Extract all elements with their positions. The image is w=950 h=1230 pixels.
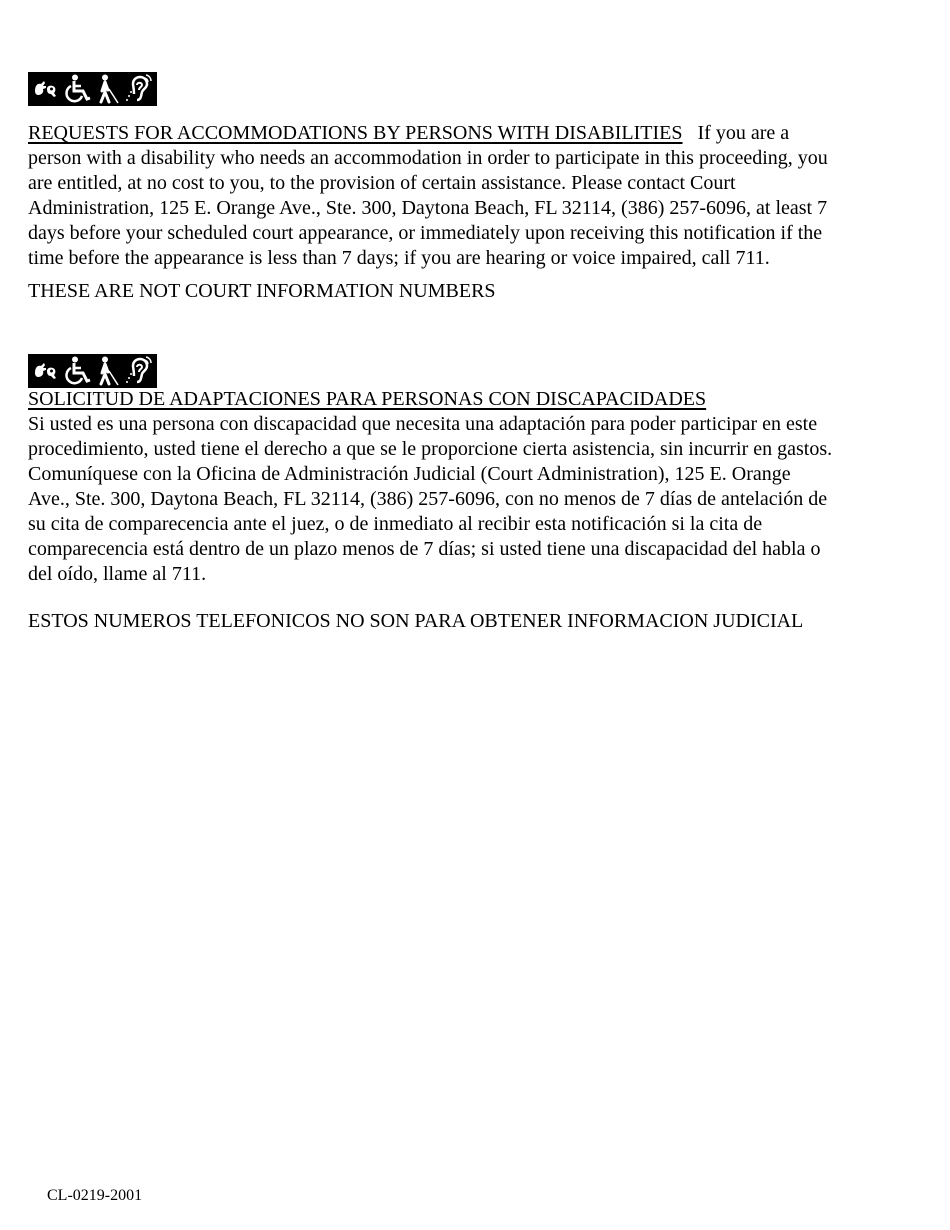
paragraph-line: su cita de comparecencia ante el juez, o de inmediato al recibir esta notificación si la cita de bbox=[28, 513, 763, 535]
sign-language-icon bbox=[32, 357, 60, 385]
paragraph-line: person with a disability who needs an accommodation in order to participate in this proceeding, you bbox=[28, 147, 828, 169]
blind-cane-icon bbox=[95, 74, 121, 104]
accessibility-icons-en bbox=[28, 72, 157, 106]
blind-cane-icon bbox=[95, 356, 121, 386]
paragraph-line: Comuníquese con la Oficina de Administración Judicial (Court Administration), 125 E. Orange bbox=[28, 463, 791, 485]
english-not-info-notice: THESE ARE NOT COURT INFORMATION NUMBERS bbox=[28, 280, 496, 302]
form-code: CL-0219-2001 bbox=[47, 1187, 143, 1204]
paragraph-line: comparecencia está dentro de un plazo menos de 7 días; si usted tiene una discapacidad del habla o bbox=[28, 538, 821, 560]
spanish-heading: SOLICITUD DE ADAPTACIONES PARA PERSONAS CON DISCAPACIDADES bbox=[28, 388, 707, 410]
paragraph-line: Administration, 125 E. Orange Ave., Ste. 300, Daytona Beach, FL 32114, (386) 257-6096, at least 7 bbox=[28, 197, 828, 219]
sign-language-icon bbox=[32, 75, 60, 103]
wheelchair-icon bbox=[64, 74, 92, 104]
accommodations-notice-english: REQUESTS FOR ACCOMMODATIONS BY PERSONS WITH DISABILITIES If you are a person with a disability who needs an accommodation in order to participate in this proceeding, you are entitled, at no cost to you, to the provision of certain assistance. Please contact Court Administration, 125 E. Orange Ave., Ste. 300, Daytona Beach, FL 32114, (386) 257-6096, at least 7 days before your scheduled court appearance, or immediately upon receiving this notification if the time before the appearance is less than 7 days; if you are hearing or voice impaired, call 711. bbox=[28, 121, 913, 271]
english-heading: REQUESTS FOR ACCOMMODATIONS BY PERSONS WITH DISABILITIES bbox=[28, 122, 683, 144]
hearing-assist-icon bbox=[125, 74, 153, 104]
accommodations-notice-spanish bbox=[28, 387, 913, 587]
paragraph-line: Si usted es una persona con discapacidad que necesita una adaptación para poder participar en este bbox=[28, 413, 818, 435]
hearing-assist-icon bbox=[125, 356, 153, 386]
paragraph-line: del oído, llame al 711. bbox=[28, 563, 207, 585]
paragraph-line: procedimiento, usted tiene el derecho a que se le proporcione cierta asistencia, sin incurrir en gastos. bbox=[28, 438, 833, 460]
paragraph-line: time before the appearance is less than 7 days; if you are hearing or voice impaired, call 711. bbox=[28, 247, 770, 269]
paragraph-line: days before your scheduled court appearance, or immediately upon receiving this notification if the bbox=[28, 222, 823, 244]
paragraph-line: Ave., Ste. 300, Daytona Beach, FL 32114, (386) 257-6096, con no menos de 7 días de antelación de bbox=[28, 488, 828, 510]
spanish-not-info-notice: ESTOS NUMEROS TELEFONICOS NO SON PARA OBTENER INFORMACION JUDICIAL bbox=[28, 610, 804, 632]
accessibility-icons-es bbox=[28, 354, 157, 388]
paragraph-line: are entitled, at no cost to you, to the provision of certain assistance. Please contact Court bbox=[28, 172, 736, 194]
wheelchair-icon bbox=[64, 356, 92, 386]
